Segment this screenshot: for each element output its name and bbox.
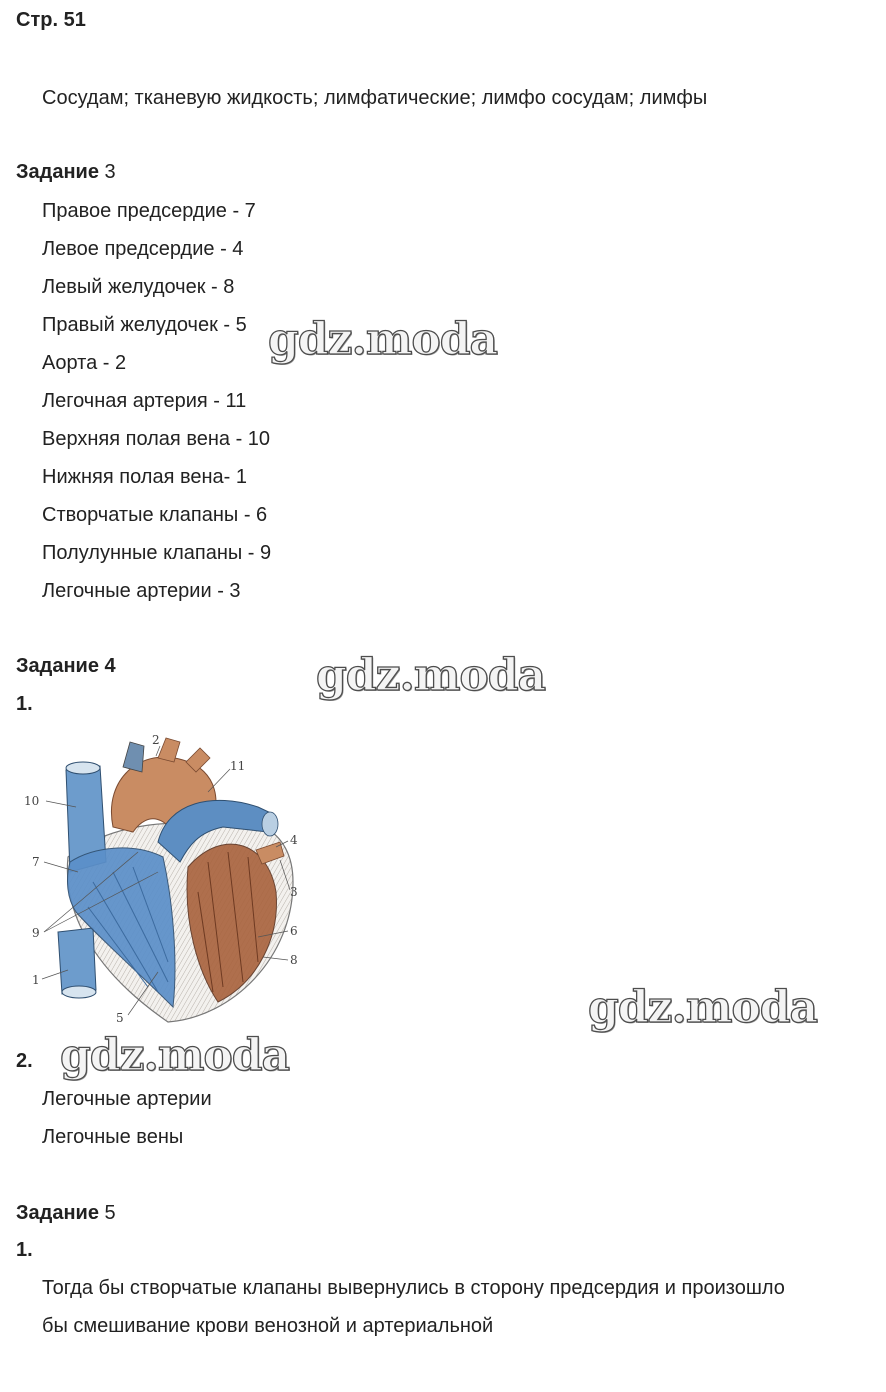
intro-answer: Сосудам; тканевую жидкость; лимфатические; лимфо сосудам; лимфы [42, 87, 708, 109]
figure-label: 4 [290, 833, 298, 847]
task5-question-1: 1. [16, 1239, 33, 1261]
task5-answer-line: бы смешивание крови венозной и артериальной [42, 1315, 494, 1337]
figure-label: 3 [290, 885, 298, 899]
task3-item: Легочная артерия - 11 [42, 390, 247, 412]
task4-question-2: 2. [16, 1050, 33, 1072]
inferior-vena-cava-shape [58, 928, 96, 994]
heart-diagram [18, 732, 318, 1032]
task3-item: Полулунные клапаны - 9 [42, 542, 272, 564]
task5-title [16, 1201, 116, 1225]
watermark: gdz.moda [60, 1030, 290, 1081]
task3-title [16, 160, 116, 184]
aorta-branch-shape [123, 742, 144, 772]
task3-item: Аорта - 2 [42, 352, 127, 374]
task3-title-word: Задание [16, 161, 99, 183]
figure-label: 7 [32, 855, 40, 869]
task4-title: Задание 4 [16, 655, 116, 677]
watermark: gdz.moda [268, 314, 498, 365]
task4-question-1: 1. [16, 693, 33, 715]
pulmonary-artery-opening-shape [262, 812, 278, 836]
task3-item: Левый желудочек - 8 [42, 276, 235, 298]
task5-title-number: 5 [98, 1202, 116, 1224]
figure-label: 2 [152, 733, 160, 747]
task5-title-word: Задание [16, 1202, 99, 1224]
task3-item: Нижняя полая вена- 1 [42, 466, 247, 488]
task3-item: Правое предсердие - 7 [42, 200, 256, 222]
vena-cava-opening-shape [62, 986, 96, 998]
figure-label: 6 [290, 924, 298, 938]
task4-answer: Легочные артерии [42, 1088, 212, 1110]
figure-label: 1 [32, 973, 40, 987]
task3-item: Левое предсердие - 4 [42, 238, 244, 260]
label-11-line [208, 769, 230, 792]
figure-label: 10 [24, 794, 40, 808]
vena-cava-opening-shape [66, 762, 100, 774]
page-header: Стр. 51 [16, 9, 86, 31]
task3-item: Створчатые клапаны - 6 [42, 504, 268, 526]
watermark: gdz.moda [316, 650, 546, 701]
figure-label: 8 [290, 953, 298, 967]
task4-answer: Легочные вены [42, 1126, 184, 1148]
task5-answer-line: Тогда бы створчатые клапаны вывернулись в сторону предсердия и произошло [42, 1277, 785, 1299]
figure-label: 5 [116, 1011, 124, 1025]
task3-title-number: 3 [98, 161, 116, 183]
task3-item: Легочные артерии - 3 [42, 580, 241, 602]
task3-item: Правый желудочек - 5 [42, 314, 247, 336]
watermark: gdz.moda [588, 982, 818, 1033]
figure-label: 9 [32, 926, 40, 940]
task3-item: Верхняя полая вена - 10 [42, 428, 271, 450]
figure-label: 11 [230, 759, 246, 773]
